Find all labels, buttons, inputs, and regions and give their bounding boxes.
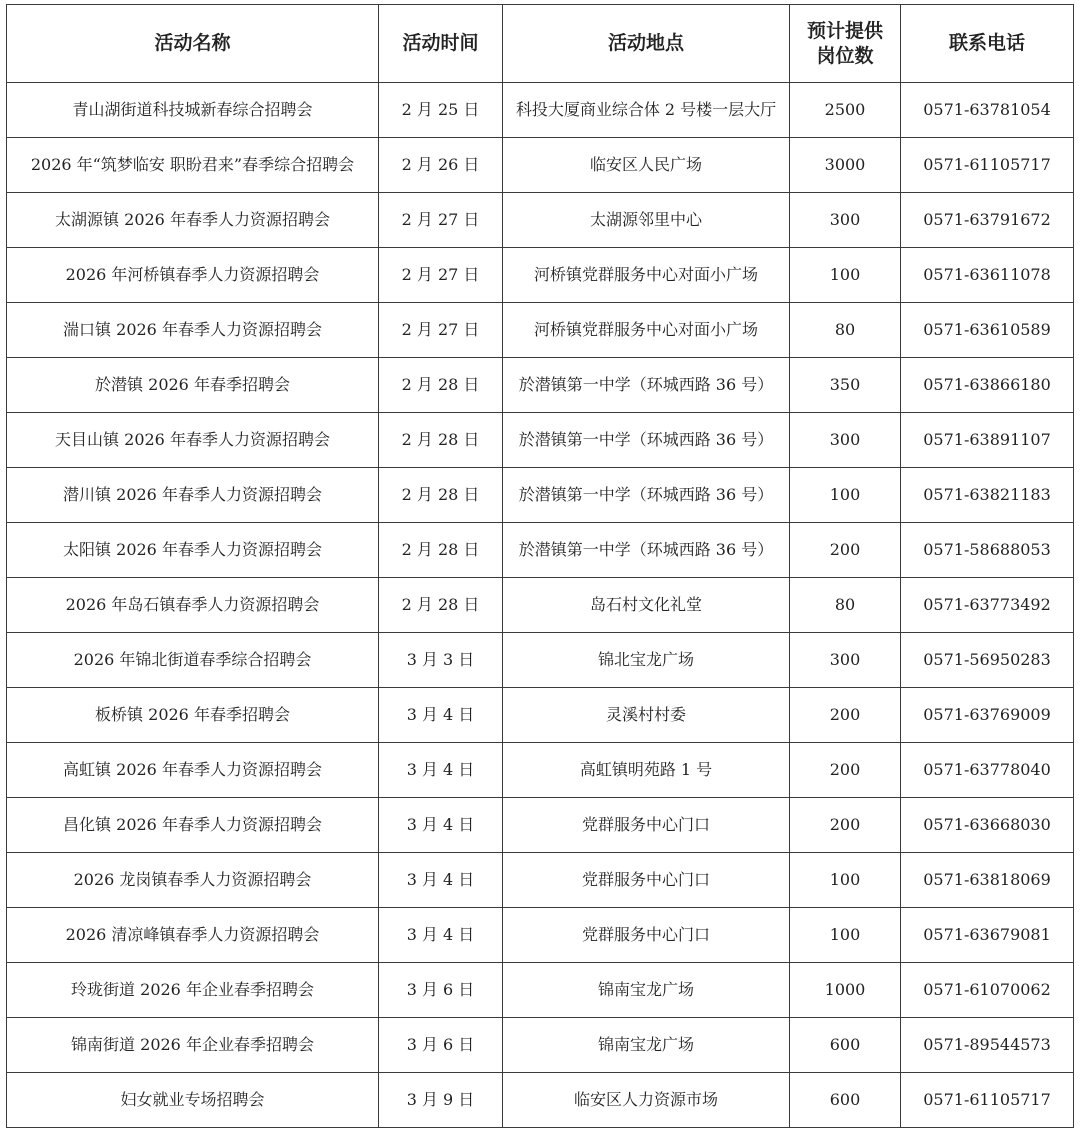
contact-phone-cell: 0571-61105717 (901, 138, 1074, 193)
table-row (7, 138, 1074, 193)
table-row (7, 248, 1074, 303)
table-row (7, 193, 1074, 248)
event-time-cell: 2 月 27 日 (379, 303, 503, 358)
table-row (7, 963, 1074, 1018)
contact-phone-cell: 0571-63773492 (901, 578, 1074, 633)
header-row (7, 5, 1074, 83)
event-time-cell: 2 月 28 日 (379, 578, 503, 633)
event-name-cell: 2026 清凉峰镇春季人力资源招聘会 (7, 908, 379, 963)
contact-phone-cell: 0571-56950283 (901, 633, 1074, 688)
event-location-cell: 岛石村文化礼堂 (503, 578, 790, 633)
header-event-location: 活动地点 (503, 5, 790, 83)
header-event-time: 活动时间 (379, 5, 503, 83)
contact-phone-cell: 0571-63818069 (901, 853, 1074, 908)
event-time-cell: 2 月 26 日 (379, 138, 503, 193)
table-row (7, 908, 1074, 963)
event-name-cell: 2026 龙岗镇春季人力资源招聘会 (7, 853, 379, 908)
event-time-cell: 3 月 4 日 (379, 798, 503, 853)
table-row (7, 853, 1074, 908)
table-row (7, 468, 1074, 523)
event-name-cell: 妇女就业专场招聘会 (7, 1073, 379, 1128)
table-body (7, 83, 1074, 1128)
event-location-cell: 临安区人力资源市场 (503, 1073, 790, 1128)
contact-phone-cell: 0571-63668030 (901, 798, 1074, 853)
contact-phone-cell: 0571-63769009 (901, 688, 1074, 743)
event-time-cell: 2 月 27 日 (379, 193, 503, 248)
event-time-cell: 2 月 28 日 (379, 468, 503, 523)
event-location-cell: 高虹镇明苑路 1 号 (503, 743, 790, 798)
header-event-name: 活动名称 (7, 5, 379, 83)
event-location-cell: 於潜镇第一中学（环城西路 36 号） (503, 413, 790, 468)
event-name-cell: 太湖源镇 2026 年春季人力资源招聘会 (7, 193, 379, 248)
expected-positions-cell: 600 (790, 1073, 901, 1128)
event-name-cell: 太阳镇 2026 年春季人力资源招聘会 (7, 523, 379, 578)
expected-positions-cell: 1000 (790, 963, 901, 1018)
table-row (7, 578, 1074, 633)
contact-phone-cell: 0571-61070062 (901, 963, 1074, 1018)
expected-positions-cell: 80 (790, 578, 901, 633)
event-name-cell: 2026 年“筑梦临安 职盼君来”春季综合招聘会 (7, 138, 379, 193)
expected-positions-cell: 100 (790, 248, 901, 303)
contact-phone-cell: 0571-63791672 (901, 193, 1074, 248)
event-time-cell: 2 月 28 日 (379, 413, 503, 468)
event-name-cell: 2026 年锦北街道春季综合招聘会 (7, 633, 379, 688)
table-row (7, 633, 1074, 688)
event-location-cell: 锦南宝龙广场 (503, 1018, 790, 1073)
event-location-cell: 於潜镇第一中学（环城西路 36 号） (503, 468, 790, 523)
contact-phone-cell: 0571-63611078 (901, 248, 1074, 303)
contact-phone-cell: 0571-63866180 (901, 358, 1074, 413)
event-name-cell: 高虹镇 2026 年春季人力资源招聘会 (7, 743, 379, 798)
expected-positions-cell: 200 (790, 798, 901, 853)
event-time-cell: 3 月 6 日 (379, 963, 503, 1018)
event-time-cell: 3 月 6 日 (379, 1018, 503, 1073)
event-name-cell: 天目山镇 2026 年春季人力资源招聘会 (7, 413, 379, 468)
event-time-cell: 2 月 27 日 (379, 248, 503, 303)
event-location-cell: 锦北宝龙广场 (503, 633, 790, 688)
event-time-cell: 2 月 28 日 (379, 523, 503, 578)
expected-positions-cell: 350 (790, 358, 901, 413)
contact-phone-cell: 0571-61105717 (901, 1073, 1074, 1128)
expected-positions-cell: 600 (790, 1018, 901, 1073)
event-time-cell: 2 月 25 日 (379, 83, 503, 138)
table-row (7, 1018, 1074, 1073)
table-row (7, 303, 1074, 358)
event-time-cell: 3 月 4 日 (379, 743, 503, 798)
table-row (7, 358, 1074, 413)
expected-positions-cell: 100 (790, 853, 901, 908)
table-row (7, 743, 1074, 798)
expected-positions-cell: 200 (790, 743, 901, 798)
event-time-cell: 3 月 9 日 (379, 1073, 503, 1128)
event-location-cell: 灵溪村村委 (503, 688, 790, 743)
event-name-cell: 昌化镇 2026 年春季人力资源招聘会 (7, 798, 379, 853)
expected-positions-cell: 200 (790, 688, 901, 743)
contact-phone-cell: 0571-63679081 (901, 908, 1074, 963)
event-location-cell: 河桥镇党群服务中心对面小广场 (503, 248, 790, 303)
contact-phone-cell: 0571-63781054 (901, 83, 1074, 138)
event-time-cell: 3 月 3 日 (379, 633, 503, 688)
event-location-cell: 党群服务中心门口 (503, 798, 790, 853)
expected-positions-cell: 2500 (790, 83, 901, 138)
event-name-cell: 玲珑街道 2026 年企业春季招聘会 (7, 963, 379, 1018)
event-location-cell: 党群服务中心门口 (503, 908, 790, 963)
expected-positions-cell: 300 (790, 413, 901, 468)
header-expected-positions: 预计提供 岗位数 (790, 5, 901, 83)
event-name-cell: 湍口镇 2026 年春季人力资源招聘会 (7, 303, 379, 358)
header-contact-phone: 联系电话 (901, 5, 1074, 83)
event-time-cell: 3 月 4 日 (379, 688, 503, 743)
contact-phone-cell: 0571-63610589 (901, 303, 1074, 358)
table-row (7, 413, 1074, 468)
event-time-cell: 3 月 4 日 (379, 908, 503, 963)
expected-positions-cell: 200 (790, 523, 901, 578)
expected-positions-cell: 100 (790, 468, 901, 523)
event-name-cell: 锦南街道 2026 年企业春季招聘会 (7, 1018, 379, 1073)
expected-positions-cell: 3000 (790, 138, 901, 193)
table-row (7, 523, 1074, 578)
contact-phone-cell: 0571-89544573 (901, 1018, 1074, 1073)
expected-positions-cell: 300 (790, 633, 901, 688)
event-name-cell: 潜川镇 2026 年春季人力资源招聘会 (7, 468, 379, 523)
event-location-cell: 河桥镇党群服务中心对面小广场 (503, 303, 790, 358)
event-time-cell: 2 月 28 日 (379, 358, 503, 413)
event-name-cell: 2026 年岛石镇春季人力资源招聘会 (7, 578, 379, 633)
expected-positions-cell: 300 (790, 193, 901, 248)
event-name-cell: 青山湖街道科技城新春综合招聘会 (7, 83, 379, 138)
event-name-cell: 於潜镇 2026 年春季招聘会 (7, 358, 379, 413)
event-name-cell: 板桥镇 2026 年春季招聘会 (7, 688, 379, 743)
event-name-cell: 2026 年河桥镇春季人力资源招聘会 (7, 248, 379, 303)
table-row (7, 83, 1074, 138)
contact-phone-cell: 0571-63891107 (901, 413, 1074, 468)
event-location-cell: 党群服务中心门口 (503, 853, 790, 908)
contact-phone-cell: 0571-58688053 (901, 523, 1074, 578)
event-location-cell: 临安区人民广场 (503, 138, 790, 193)
recruitment-events-table (6, 4, 1074, 1128)
expected-positions-cell: 100 (790, 908, 901, 963)
event-location-cell: 太湖源邻里中心 (503, 193, 790, 248)
table-row (7, 688, 1074, 743)
contact-phone-cell: 0571-63821183 (901, 468, 1074, 523)
event-location-cell: 科投大厦商业综合体 2 号楼一层大厅 (503, 83, 790, 138)
event-time-cell: 3 月 4 日 (379, 853, 503, 908)
event-location-cell: 於潜镇第一中学（环城西路 36 号） (503, 523, 790, 578)
event-location-cell: 於潜镇第一中学（环城西路 36 号） (503, 358, 790, 413)
event-location-cell: 锦南宝龙广场 (503, 963, 790, 1018)
table-row (7, 798, 1074, 853)
expected-positions-cell: 80 (790, 303, 901, 358)
contact-phone-cell: 0571-63778040 (901, 743, 1074, 798)
table-row (7, 1073, 1074, 1128)
